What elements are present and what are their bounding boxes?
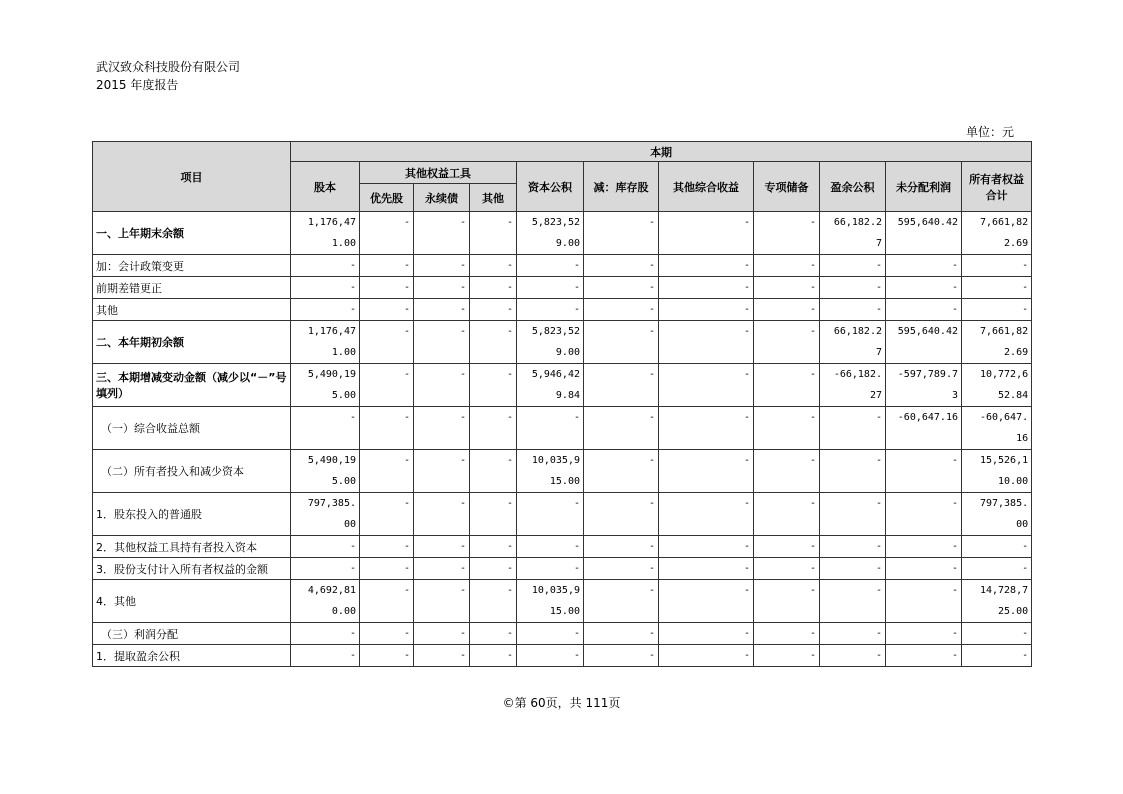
col-header-item: 项目: [93, 142, 291, 212]
table-row: [93, 450, 1032, 493]
table-row: [93, 277, 1032, 299]
table-cell: -: [584, 277, 659, 299]
table-cell: -: [360, 277, 414, 299]
table-cell: -: [820, 623, 886, 645]
row-label: 加：会计政策变更: [93, 255, 291, 277]
table-cell: -: [360, 299, 414, 321]
row-label: （二）所有者投入和减少资本: [93, 450, 291, 493]
table-cell: -: [820, 645, 886, 667]
table-cell: -: [360, 255, 414, 277]
table-cell: 14,728,7 25.00: [962, 580, 1032, 623]
col-header-oci: 其他综合收益: [659, 162, 754, 212]
table-cell: -: [886, 255, 962, 277]
table-cell: -: [414, 299, 470, 321]
table-row: [93, 407, 1032, 450]
table-body: [93, 212, 1032, 667]
table-cell: -: [962, 536, 1032, 558]
table-cell: -: [470, 536, 517, 558]
table-cell: -: [659, 364, 754, 407]
table-cell: -: [886, 299, 962, 321]
table-cell: 595,640.42: [886, 321, 962, 364]
table-cell: -: [414, 493, 470, 536]
table-row: [93, 623, 1032, 645]
equity-changes-table: [92, 141, 1032, 667]
table-cell: -: [470, 321, 517, 364]
row-label: 4．其他: [93, 580, 291, 623]
table-cell: -: [962, 277, 1032, 299]
row-label: 二、本年期初余额: [93, 321, 291, 364]
col-header-treasury: 减：库存股: [584, 162, 659, 212]
table-cell: -: [584, 450, 659, 493]
table-cell: -: [291, 623, 360, 645]
document-header: [96, 58, 240, 94]
table-cell: 10,772,6 52.84: [962, 364, 1032, 407]
table-cell: 797,385. 00: [962, 493, 1032, 536]
table-cell: -: [584, 536, 659, 558]
header-row-1: [93, 142, 1032, 162]
table-cell: -: [584, 558, 659, 580]
table-cell: -: [517, 493, 584, 536]
table-row: [93, 645, 1032, 667]
table-cell: -: [470, 580, 517, 623]
table-row: [93, 558, 1032, 580]
table-row: [93, 536, 1032, 558]
table-cell: -: [360, 364, 414, 407]
table-cell: -: [414, 277, 470, 299]
table-cell: 595,640.42: [886, 212, 962, 255]
table-cell: -: [584, 299, 659, 321]
col-header-share-capital: 股本: [291, 162, 360, 212]
table-row: [93, 255, 1032, 277]
table-cell: -: [754, 212, 820, 255]
table-cell: -: [470, 493, 517, 536]
table-cell: -: [820, 493, 886, 536]
table-cell: -: [414, 407, 470, 450]
table-cell: 7,661,82 2.69: [962, 212, 1032, 255]
col-header-other: 其他: [470, 184, 517, 212]
table-cell: -60,647.16: [886, 407, 962, 450]
table-cell: -: [754, 623, 820, 645]
table-cell: -: [659, 255, 754, 277]
row-label: （一）综合收益总额: [93, 407, 291, 450]
col-header-total: 所有者权益合计: [962, 162, 1032, 212]
table-cell: -: [754, 299, 820, 321]
table-cell: -: [584, 580, 659, 623]
table-cell: -: [962, 645, 1032, 667]
table-cell: -: [886, 536, 962, 558]
table-cell: -: [659, 277, 754, 299]
table-cell: -: [886, 450, 962, 493]
table-cell: -: [470, 623, 517, 645]
table-cell: -: [360, 558, 414, 580]
table-cell: -: [360, 536, 414, 558]
table-cell: -: [470, 277, 517, 299]
table-cell: -597,789.7 3: [886, 364, 962, 407]
table-cell: -: [470, 364, 517, 407]
table-cell: -: [659, 580, 754, 623]
table-cell: -: [886, 645, 962, 667]
table-cell: 10,035,9 15.00: [517, 580, 584, 623]
table-cell: -: [584, 407, 659, 450]
table-cell: -: [962, 255, 1032, 277]
table-row: [93, 299, 1032, 321]
table-cell: 15,526,1 10.00: [962, 450, 1032, 493]
table-cell: -: [584, 645, 659, 667]
table-cell: -: [360, 212, 414, 255]
table-cell: -: [517, 558, 584, 580]
table-cell: -: [360, 623, 414, 645]
table-cell: -: [962, 623, 1032, 645]
table-cell: -: [754, 645, 820, 667]
table-cell: -: [820, 407, 886, 450]
row-label: 其他: [93, 299, 291, 321]
table-cell: -: [360, 493, 414, 536]
table-row: [93, 212, 1032, 255]
table-row: [93, 493, 1032, 536]
table-cell: -: [517, 536, 584, 558]
table-cell: -: [659, 623, 754, 645]
table-cell: -: [962, 558, 1032, 580]
table-cell: 4,692,81 0.00: [291, 580, 360, 623]
table-cell: -: [659, 493, 754, 536]
table-cell: 1,176,47 1.00: [291, 212, 360, 255]
table-row: [93, 580, 1032, 623]
row-label: 1．提取盈余公积: [93, 645, 291, 667]
table-cell: -: [886, 493, 962, 536]
table-cell: -: [360, 407, 414, 450]
table-cell: -: [584, 493, 659, 536]
table-cell: -: [291, 277, 360, 299]
table-cell: -: [584, 255, 659, 277]
table-cell: -: [414, 321, 470, 364]
col-header-surplus: 盈余公积: [820, 162, 886, 212]
table-cell: -: [659, 407, 754, 450]
table-cell: -: [754, 364, 820, 407]
col-header-capital-reserve: 资本公积: [517, 162, 584, 212]
table-cell: -: [886, 580, 962, 623]
table-cell: -66,182. 27: [820, 364, 886, 407]
table-cell: -: [754, 536, 820, 558]
table-cell: -: [414, 645, 470, 667]
table-cell: -: [659, 212, 754, 255]
table-cell: -: [470, 212, 517, 255]
table-cell: -: [360, 450, 414, 493]
table-cell: -: [659, 321, 754, 364]
table-cell: -: [820, 255, 886, 277]
table-cell: 5,490,19 5.00: [291, 364, 360, 407]
table-cell: -: [584, 321, 659, 364]
table-cell: -: [414, 536, 470, 558]
table-cell: -: [820, 536, 886, 558]
table-cell: -: [470, 450, 517, 493]
table-cell: -: [517, 277, 584, 299]
table-cell: 5,490,19 5.00: [291, 450, 360, 493]
table-cell: -: [360, 321, 414, 364]
table-cell: -: [414, 558, 470, 580]
table-cell: -: [414, 364, 470, 407]
col-header-perpetual: 永续债: [414, 184, 470, 212]
table-cell: 10,035,9 15.00: [517, 450, 584, 493]
table-cell: -: [754, 558, 820, 580]
col-header-preferred: 优先股: [360, 184, 414, 212]
table-cell: -: [754, 450, 820, 493]
table-cell: -: [470, 645, 517, 667]
col-header-undistributed: 未分配利润: [886, 162, 962, 212]
table-cell: -: [820, 580, 886, 623]
table-cell: 1,176,47 1.00: [291, 321, 360, 364]
table-cell: -: [517, 623, 584, 645]
table-row: [93, 364, 1032, 407]
table-cell: -: [291, 536, 360, 558]
table-cell: -: [517, 645, 584, 667]
table-cell: -: [360, 580, 414, 623]
table-cell: 7,661,82 2.69: [962, 321, 1032, 364]
table-cell: -: [754, 493, 820, 536]
table-cell: -: [470, 558, 517, 580]
table-cell: -: [470, 299, 517, 321]
table-cell: 66,182.2 7: [820, 321, 886, 364]
col-header-other-equity: 其他权益工具: [360, 162, 517, 184]
table-cell: -: [820, 299, 886, 321]
table-cell: -: [754, 580, 820, 623]
table-cell: -: [886, 558, 962, 580]
table-cell: -: [659, 450, 754, 493]
table-cell: -: [414, 212, 470, 255]
table-cell: -: [659, 645, 754, 667]
table-cell: -: [517, 299, 584, 321]
table-cell: -: [962, 299, 1032, 321]
table-cell: -: [517, 407, 584, 450]
table-cell: 66,182.2 7: [820, 212, 886, 255]
table-cell: -: [414, 623, 470, 645]
table-cell: -: [414, 450, 470, 493]
table-cell: -: [470, 255, 517, 277]
row-label: 一、上年期末余额: [93, 212, 291, 255]
table-cell: -: [754, 407, 820, 450]
table-cell: -: [754, 277, 820, 299]
table-cell: -: [659, 536, 754, 558]
col-header-period: 本期: [291, 142, 1032, 162]
table-cell: -: [470, 407, 517, 450]
table-cell: -: [291, 645, 360, 667]
table-cell: -: [517, 255, 584, 277]
row-label: 前期差错更正: [93, 277, 291, 299]
table-cell: -: [659, 299, 754, 321]
table-cell: -: [754, 321, 820, 364]
table-cell: -: [659, 558, 754, 580]
table-cell: 5,946,42 9.84: [517, 364, 584, 407]
table-cell: -: [360, 645, 414, 667]
row-label: （三）利润分配: [93, 623, 291, 645]
report-title: 2015 年度报告: [96, 78, 179, 92]
table-cell: -: [291, 299, 360, 321]
table-cell: -: [886, 277, 962, 299]
table-cell: -: [820, 558, 886, 580]
table-cell: -: [291, 407, 360, 450]
table-cell: 5,823,52 9.00: [517, 212, 584, 255]
table-cell: -: [414, 580, 470, 623]
table-cell: -: [291, 558, 360, 580]
row-label: 3．股份支付计入所有者权益的金额: [93, 558, 291, 580]
unit-label: 单位：元: [966, 125, 1015, 139]
row-label: 1．股东投入的普通股: [93, 493, 291, 536]
table-row: [93, 321, 1032, 364]
row-label: 三、本期增减变动金额（减少以“－”号填列）: [93, 364, 291, 407]
table-cell: 5,823,52 9.00: [517, 321, 584, 364]
table-cell: -: [754, 255, 820, 277]
table-cell: -: [584, 623, 659, 645]
col-header-special: 专项储备: [754, 162, 820, 212]
row-label: 2．其他权益工具持有者投入资本: [93, 536, 291, 558]
table-cell: 797,385. 00: [291, 493, 360, 536]
table-cell: -: [584, 212, 659, 255]
company-name: 武汉致众科技股份有限公司: [96, 60, 241, 74]
table-cell: -: [820, 450, 886, 493]
table-cell: -: [584, 364, 659, 407]
table-cell: -60,647. 16: [962, 407, 1032, 450]
page-footer: ©第 60页，共 111页: [502, 696, 621, 710]
table-cell: -: [414, 255, 470, 277]
table-cell: -: [291, 255, 360, 277]
table-cell: -: [820, 277, 886, 299]
table-cell: -: [886, 623, 962, 645]
